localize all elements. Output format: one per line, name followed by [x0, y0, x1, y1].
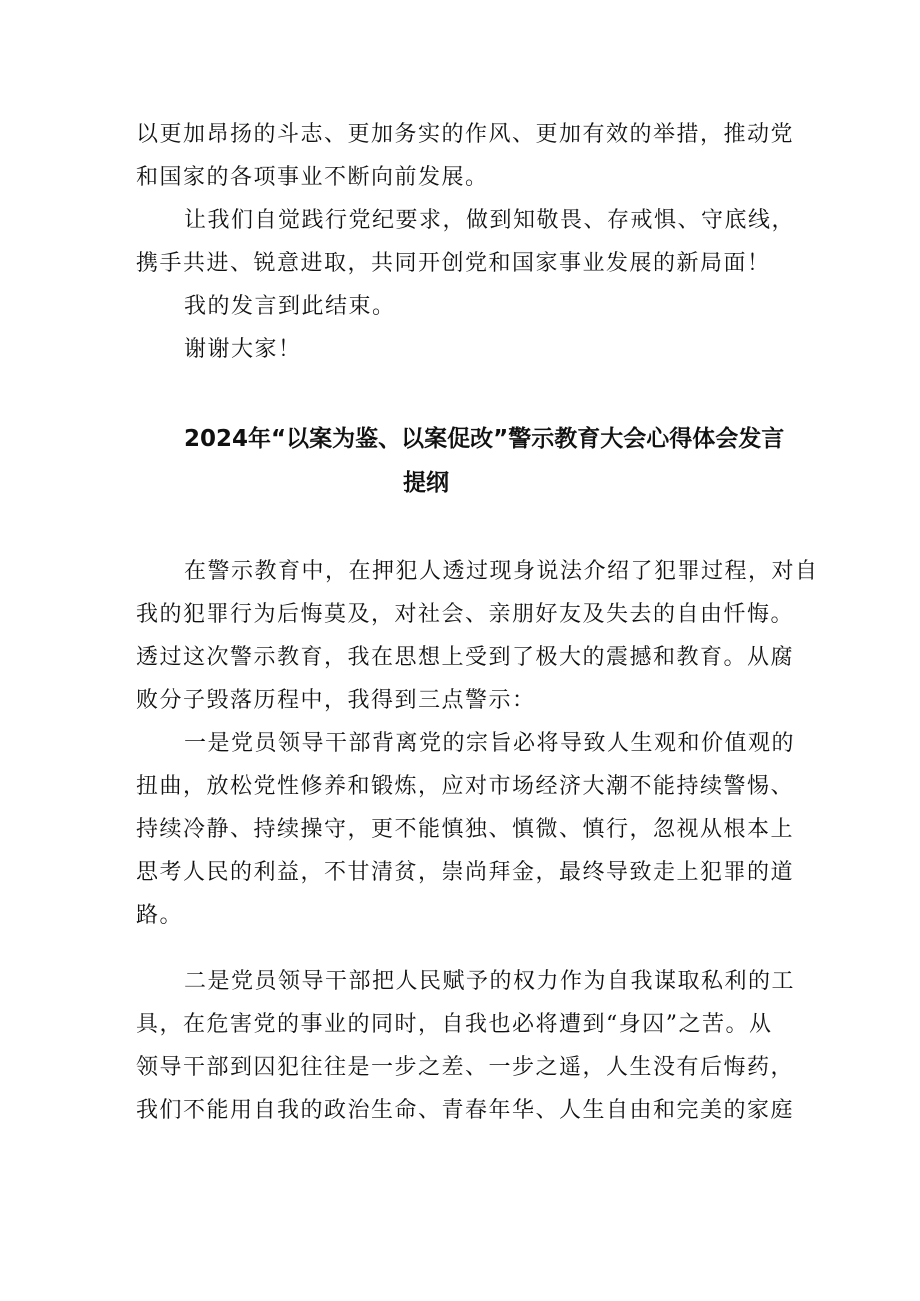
- paragraph-line: 具，在危害党的事业的同时，自我也必将遭到“身囚”之苦。从: [136, 1012, 773, 1037]
- paragraph-line: 领导干部到囚犯往往是一步之差、一步之遥，人生没有后悔药，: [136, 1055, 795, 1080]
- paragraph-line: 二是党员领导干部把人民赋予的权力作为自我谋取私利的工: [184, 969, 796, 994]
- paragraph-line: 我们不能用自我的政治生命、青春年华、人生自由和完美的家庭: [136, 1098, 795, 1123]
- paragraph-line: 谢谢大家！: [184, 337, 302, 362]
- paragraph-line: 透过这次警示教育，我在思想上受到了极大的震撼和教育。从腐: [136, 645, 795, 670]
- paragraph-line: 携手共进、锐意进取，共同开创党和国家事业发展的新局面！: [136, 251, 771, 276]
- paragraph-line: 以更加昂扬的斗志、更加务实的作风、更加有效的举措，推动党: [136, 122, 795, 147]
- paragraph-line: 和国家的各项事业不断向前发展。: [136, 165, 489, 190]
- document-title: 2024年“以案为鉴、以案促改”警示教育大会心得体会发言: [184, 426, 785, 452]
- paragraph-line: 一是党员领导干部背离党的宗旨必将导致人生观和价值观的: [184, 731, 796, 756]
- paragraph-line: 路。: [136, 903, 184, 928]
- paragraph-line: 持续冷静、持续操守，更不能慎独、慎微、慎行，忽视从根本上: [136, 817, 795, 842]
- paragraph-line: 我的发言到此结束。: [184, 294, 396, 319]
- paragraph-line: 让我们自觉践行党纪要求，做到知敬畏、存戒惧、守底线，: [184, 208, 796, 233]
- paragraph-line: 扭曲，放松党性修养和锻炼，应对市场经济大潮不能持续警惕、: [136, 774, 795, 799]
- paragraph-line: 败分子毁落历程中，我得到三点警示：: [136, 688, 536, 713]
- paragraph-line: 我的犯罪行为后悔莫及，对社会、亲朋好友及失去的自由忏悔。: [136, 602, 795, 627]
- paragraph-line: 在警示教育中，在押犯人透过现身说法介绍了犯罪过程，对自: [184, 559, 819, 584]
- paragraph-line: 思考人民的利益，不甘清贫，崇尚拜金，最终导致走上犯罪的道: [136, 860, 795, 885]
- document-title-continuation: 提纲: [403, 470, 449, 496]
